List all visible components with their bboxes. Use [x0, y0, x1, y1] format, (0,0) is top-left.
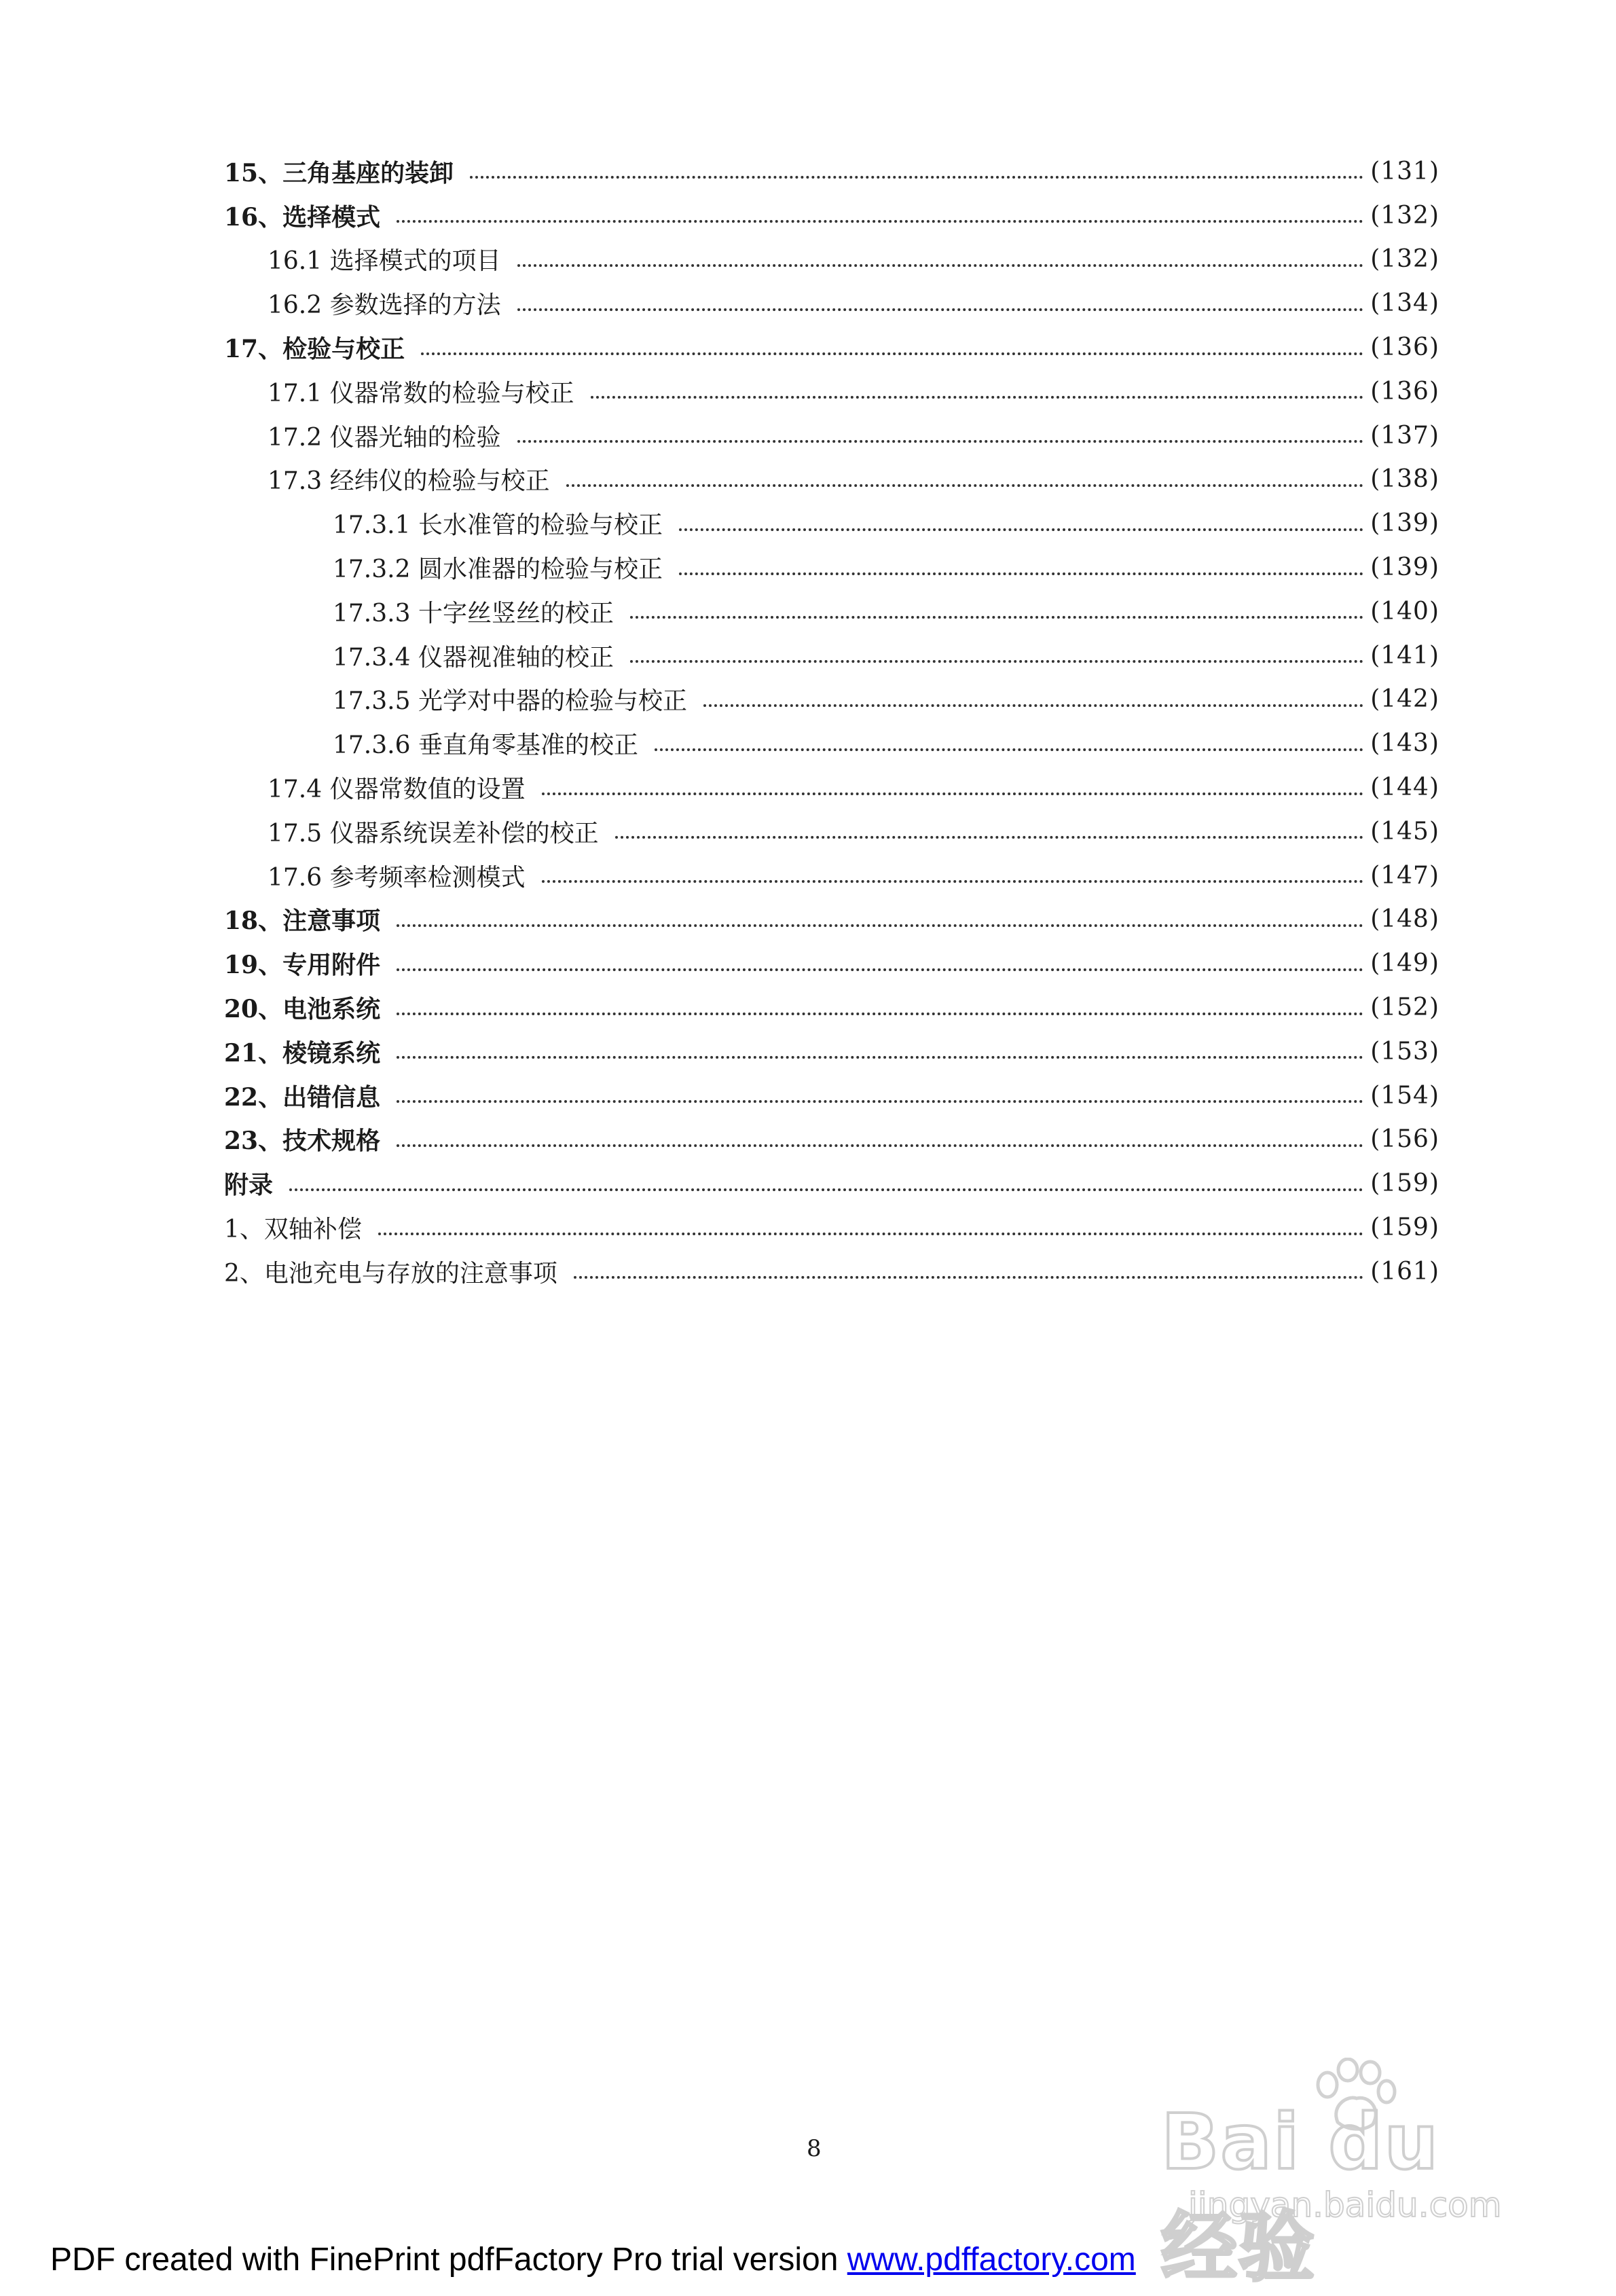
toc-entry-label: 17.5 仪器系统误差补偿的校正 — [268, 819, 599, 848]
toc-entry-label: 17.3.1 长水准管的检验与校正 — [333, 511, 663, 540]
toc-entry-label: 17.3.5 光学对中器的检验与校正 — [333, 687, 687, 716]
baidu-watermark — [1147, 2058, 1528, 2292]
table-of-contents — [224, 149, 1439, 1294]
toc-entry — [224, 1250, 1439, 1294]
toc-entry-page: (142) — [1370, 685, 1439, 714]
toc-entry-label: 17.6 参考频率检测模式 — [268, 863, 526, 892]
toc-entry — [224, 854, 1439, 898]
footer-link[interactable]: www.pdffactory.com — [847, 2242, 1136, 2278]
toc-entry-label: 18、注意事项 — [224, 907, 381, 936]
toc-entry-label: 15、三角基座的装卸 — [224, 158, 454, 187]
toc-entry-label: 17.3.4 仪器视准轴的校正 — [333, 643, 614, 672]
toc-entry-page: (138) — [1370, 465, 1439, 494]
watermark-logo: Bai du 经验 — [1161, 2098, 1440, 2292]
toc-entry — [224, 1074, 1439, 1118]
dot-leader — [289, 1182, 1363, 1191]
toc-entry — [224, 678, 1439, 722]
toc-entry — [224, 281, 1439, 325]
toc-entry-page: (131) — [1370, 157, 1439, 185]
toc-entry-label: 16、选择模式 — [224, 202, 381, 232]
dot-leader — [517, 257, 1364, 267]
toc-entry-page: (139) — [1370, 509, 1439, 538]
dot-leader — [397, 1049, 1363, 1059]
toc-entry — [224, 458, 1439, 502]
dot-leader — [397, 962, 1363, 971]
toc-entry-page: (134) — [1370, 289, 1439, 318]
toc-entry — [224, 941, 1439, 985]
toc-entry-page: (152) — [1370, 994, 1439, 1022]
dot-leader — [542, 873, 1364, 883]
toc-entry-page: (154) — [1370, 1081, 1439, 1110]
toc-entry-page: (156) — [1370, 1125, 1439, 1154]
toc-entry-label: 1、双轴补偿 — [224, 1216, 362, 1244]
toc-entry-page: (136) — [1370, 333, 1439, 362]
toc-entry-page: (159) — [1370, 1169, 1439, 1198]
toc-entry-page: (140) — [1370, 597, 1439, 625]
toc-entry-label: 17.3.3 十字丝竖丝的校正 — [333, 599, 614, 627]
toc-entry — [224, 634, 1439, 678]
toc-entry-label: 17、检验与校正 — [224, 335, 405, 364]
toc-entry-page: (147) — [1370, 861, 1439, 890]
toc-entry — [224, 898, 1439, 942]
toc-entry-label: 16.2 参数选择的方法 — [268, 291, 501, 320]
toc-entry — [224, 369, 1439, 414]
dot-leader — [397, 1006, 1363, 1015]
dot-leader — [378, 1226, 1363, 1235]
toc-entry-page: (136) — [1370, 377, 1439, 405]
toc-entry-label: 附录 — [224, 1171, 274, 1200]
dot-leader — [470, 169, 1363, 179]
dot-leader — [397, 917, 1363, 927]
dot-leader — [517, 302, 1364, 311]
dot-leader — [655, 742, 1363, 751]
toc-entry-page: (148) — [1370, 905, 1439, 934]
dot-leader — [574, 1269, 1363, 1279]
toc-entry — [224, 414, 1439, 458]
toc-entry-label: 17.3.6 垂直角零基准的校正 — [333, 731, 638, 760]
pdf-footer — [50, 2241, 1136, 2278]
toc-entry-page: (159) — [1370, 1214, 1439, 1242]
toc-entry-label: 17.4 仪器常数值的设置 — [268, 776, 526, 804]
toc-entry — [224, 149, 1439, 194]
toc-entry-label: 16.1 选择模式的项目 — [268, 247, 501, 276]
toc-entry — [224, 501, 1439, 545]
toc-entry-label: 17.2 仪器光轴的检验 — [268, 423, 501, 452]
dot-leader — [397, 1093, 1363, 1103]
toc-entry — [224, 325, 1439, 369]
dot-leader — [397, 1137, 1363, 1147]
toc-entry-label: 17.3.2 圆水准器的检验与校正 — [333, 555, 663, 584]
toc-entry — [224, 238, 1439, 282]
dot-leader — [630, 653, 1363, 663]
dot-leader — [421, 346, 1363, 355]
dot-leader — [591, 389, 1364, 399]
toc-entry-label: 17.3 经纬仪的检验与校正 — [268, 467, 550, 496]
toc-entry-label: 21、棱镜系统 — [224, 1038, 381, 1068]
toc-entry — [224, 985, 1439, 1029]
toc-entry — [224, 545, 1439, 589]
dot-leader — [566, 477, 1364, 487]
toc-entry-label: 22、出错信息 — [224, 1082, 381, 1112]
toc-entry — [224, 589, 1439, 634]
toc-entry-page: (132) — [1370, 201, 1439, 230]
dot-leader — [517, 433, 1364, 443]
watermark-url: jingyan.baidu.com — [1188, 2185, 1502, 2225]
toc-entry — [224, 721, 1439, 765]
dot-leader — [703, 697, 1363, 707]
toc-entry-page: (137) — [1370, 421, 1439, 450]
toc-entry-page: (141) — [1370, 641, 1439, 670]
toc-entry-page: (143) — [1370, 729, 1439, 758]
dot-leader — [679, 566, 1363, 575]
dot-leader — [679, 522, 1363, 531]
toc-entry-page: (139) — [1370, 553, 1439, 582]
toc-entry-label: 2、电池充电与存放的注意事项 — [224, 1259, 557, 1288]
toc-entry-label: 17.1 仪器常数的检验与校正 — [268, 379, 574, 407]
toc-entry — [224, 809, 1439, 854]
toc-entry — [224, 194, 1439, 238]
dot-leader — [397, 213, 1363, 223]
toc-entry-label: 19、专用附件 — [224, 951, 381, 980]
toc-entry — [224, 1118, 1439, 1162]
page-number: 8 — [807, 2135, 822, 2162]
toc-entry-label: 23、技术规格 — [224, 1127, 381, 1156]
toc-entry-page: (145) — [1370, 817, 1439, 845]
footer-text: PDF created with FinePrint pdfFactory Pro trial version — [50, 2242, 847, 2278]
toc-entry-page: (153) — [1370, 1037, 1439, 1065]
dot-leader — [615, 829, 1364, 839]
toc-entry-page: (161) — [1370, 1257, 1439, 1286]
dot-leader — [630, 609, 1363, 619]
toc-entry-page: (132) — [1370, 245, 1439, 274]
toc-entry-page: (144) — [1370, 773, 1439, 802]
toc-entry — [224, 1205, 1439, 1250]
toc-entry — [224, 765, 1439, 809]
toc-entry-label: 20、电池系统 — [224, 995, 381, 1024]
toc-entry-page: (149) — [1370, 949, 1439, 978]
toc-entry — [224, 1029, 1439, 1074]
toc-entry — [224, 1161, 1439, 1205]
dot-leader — [542, 786, 1364, 795]
